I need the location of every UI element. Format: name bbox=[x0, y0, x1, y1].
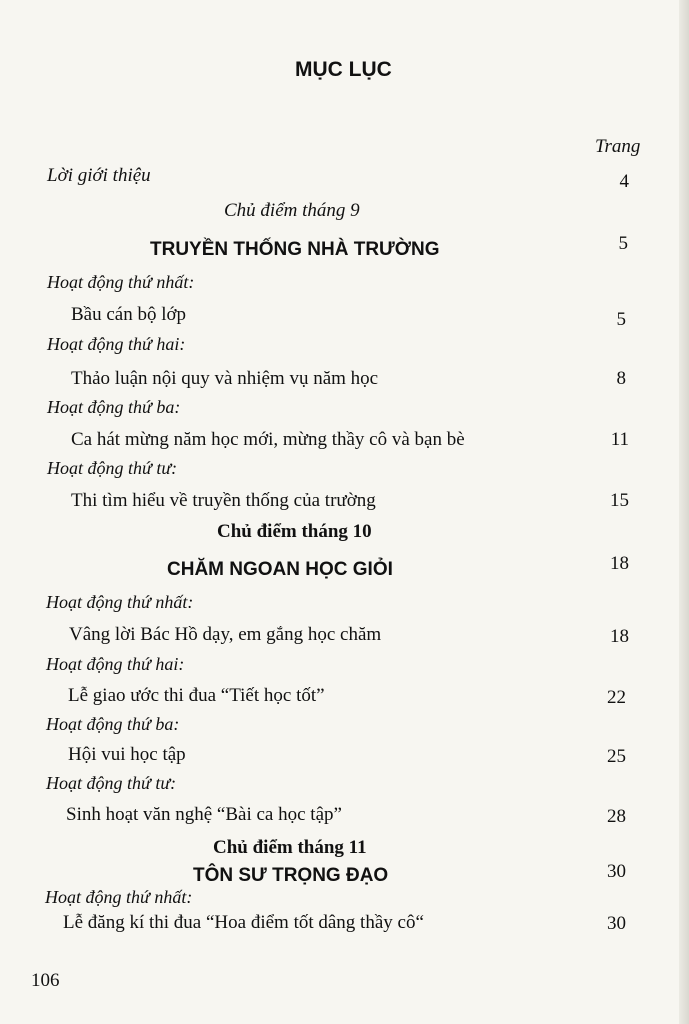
toc-entry: Ca hát mừng năm học mới, mừng thầy cô và bạn bè bbox=[71, 429, 465, 450]
activity-heading: Hoạt động thứ tư: bbox=[47, 458, 178, 478]
toc-page-number: 28 bbox=[607, 806, 626, 827]
page-spine-shadow bbox=[679, 0, 689, 1024]
activity-heading: Hoạt động thứ tư: bbox=[46, 773, 177, 793]
activity-heading: Hoạt động thứ ba: bbox=[46, 714, 180, 734]
toc-page-number: 4 bbox=[619, 171, 629, 192]
toc-page-number: 15 bbox=[610, 490, 629, 511]
toc-entry: Sinh hoạt văn nghệ “Bài ca học tập” bbox=[66, 804, 342, 825]
section-heading: TRUYỀN THỐNG NHÀ TRƯỜNG bbox=[150, 239, 440, 260]
toc-entry: Vâng lời Bác Hồ dạy, em gắng học chăm bbox=[69, 624, 382, 645]
theme-label: Chủ điểm tháng 11 bbox=[213, 837, 367, 858]
toc-page-number: 22 bbox=[607, 687, 626, 708]
toc-page-number: 11 bbox=[610, 429, 629, 450]
footer-page-number: 106 bbox=[31, 970, 60, 991]
toc-page-number: 5 bbox=[616, 309, 626, 330]
theme-label: Chủ điểm tháng 10 bbox=[217, 521, 372, 542]
page-column-header: Trang bbox=[595, 136, 641, 157]
toc-entry: Bầu cán bộ lớp bbox=[71, 304, 187, 325]
activity-heading: Hoạt động thứ hai: bbox=[47, 334, 186, 354]
toc-page-number: 18 bbox=[610, 626, 629, 647]
toc-entry: Lễ đăng kí thi đua “Hoa điểm tốt dâng thầy cô“ bbox=[63, 912, 424, 933]
toc-page-number: 8 bbox=[616, 368, 626, 389]
toc-page-number: 30 bbox=[607, 913, 626, 934]
section-heading: CHĂM NGOAN HỌC GIỎI bbox=[167, 559, 393, 580]
toc-entry: Thảo luận nội quy và nhiệm vụ năm học bbox=[71, 368, 379, 389]
activity-heading: Hoạt động thứ ba: bbox=[47, 397, 181, 417]
toc-page-number: 18 bbox=[610, 553, 629, 574]
section-heading: TÔN SƯ TRỌNG ĐẠO bbox=[193, 865, 389, 886]
toc-entry-intro: Lời giới thiệu bbox=[47, 165, 151, 186]
toc-entry: Thi tìm hiểu về truyền thống của trường bbox=[71, 490, 376, 511]
toc-page-number: 5 bbox=[618, 233, 628, 254]
theme-label: Chủ điểm tháng 9 bbox=[224, 200, 360, 221]
activity-heading: Hoạt động thứ nhất: bbox=[47, 272, 195, 292]
toc-page-number: 30 bbox=[607, 861, 626, 882]
toc-entry: Hội vui học tập bbox=[68, 744, 186, 765]
toc-title: MỤC LỤC bbox=[295, 58, 392, 81]
toc-page-number: 25 bbox=[607, 746, 626, 767]
activity-heading: Hoạt động thứ nhất: bbox=[46, 592, 194, 612]
activity-heading: Hoạt động thứ nhất: bbox=[45, 887, 193, 907]
toc-entry: Lễ giao ước thi đua “Tiết học tốt” bbox=[68, 685, 325, 706]
activity-heading: Hoạt động thứ hai: bbox=[46, 654, 185, 674]
